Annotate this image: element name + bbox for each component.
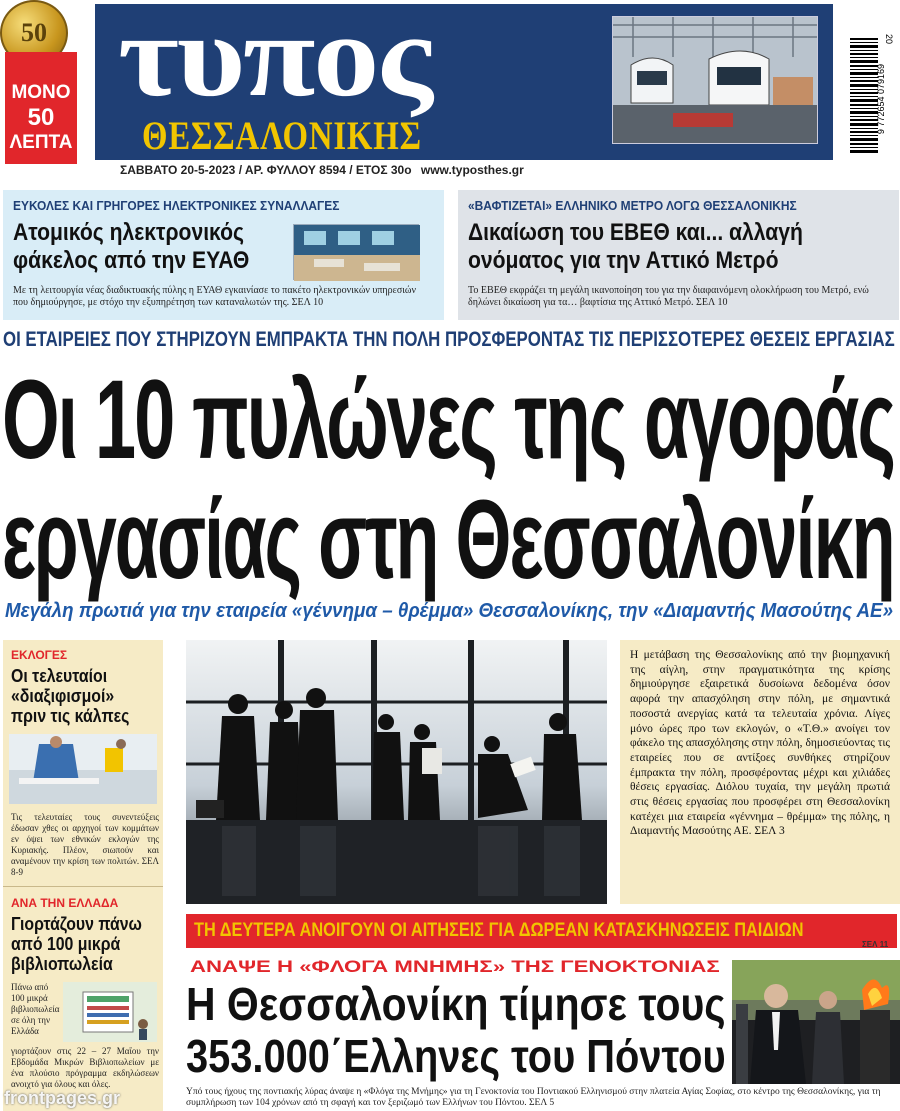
voting-photo-art bbox=[9, 734, 157, 804]
barcode bbox=[838, 4, 896, 160]
metro-train-photo[interactable] bbox=[612, 16, 818, 144]
pontus-body: Υπό τους ήχους της ποντιακής λύρας άναψε η «Φλόγα της Μνήμης» για τη Γενοκτονία του Ποντιακού Ελληνισμού στην πλατεία Αγίας Σοφίας, στο κέντρο της Θεσσαλονίκης, για τη συμπλήρωση των 104 χρόνων από τη σφαγή και τον ξεριζωμό των Ελλήνων του Πόντου. ΣΕΛ 5 bbox=[186, 1087, 881, 1108]
source-watermark: frontpages.gr bbox=[4, 1088, 121, 1108]
main-subheadline: Μεγάλη πρωτιά για την εταιρεία «γέννημα – θρέμμα» Θεσσαλονίκης, την «Διαμαντής Μασούτης ΑΕ» bbox=[5, 600, 893, 622]
price-line-1: ΜΟΝΟ bbox=[11, 82, 71, 103]
story-body-continued: γιορτάζουν στις 22 – 27 Μαΐου την Εβδομάδα Μικρών Βιβλιοπωλείων με ένα πλούσιο πρόγραμμα εκδηλώσεων ανοιχτό για όλους και όλες. bbox=[11, 1046, 159, 1089]
teaser-body: Το ΕΒΕΘ εκφράζει τη μεγάλη ικανοποίηση του για την διαφαινόμενη ολοκλήρωση του Μετρό, ενώ δηλώνει δικαίωση για τα… βαφτίσια της Αττικό Μετρό. ΣΕΛ 10 bbox=[468, 285, 869, 308]
story-bookstores[interactable] bbox=[11, 896, 161, 974]
banner-page-ref: ΣΕΛ 11 bbox=[862, 940, 889, 949]
price-line-2: 50 bbox=[27, 104, 55, 131]
dateline bbox=[120, 163, 524, 177]
camps-banner[interactable] bbox=[186, 914, 897, 948]
ceremony-photo[interactable] bbox=[732, 960, 900, 1084]
story-elections[interactable] bbox=[11, 648, 157, 726]
pontus-headline-line-2[interactable]: 353.000΄Ελληνες του Πόντου bbox=[186, 1030, 726, 1082]
story-headline-line-3: πριν τις κάλπες bbox=[11, 706, 130, 726]
newspaper-logo[interactable]: τυπος bbox=[118, 0, 431, 121]
story-headline-line-1: Οι τελευταίοι bbox=[11, 666, 108, 686]
story-headline-line-2: από 100 μικρά bbox=[11, 934, 121, 954]
office-photo-art bbox=[294, 225, 420, 281]
main-headline-line-1[interactable]: Οι 10 πυλώνες της αγοράς bbox=[2, 357, 895, 482]
column-divider bbox=[3, 886, 163, 887]
newspaper-logo-subtitle: ΘΕΣΣΑΛΟΝΙΚΗΣ bbox=[142, 113, 422, 158]
story-kicker: ΑΝΑ ΤΗΝ ΕΛΛΑΔΑ bbox=[11, 896, 119, 910]
coin-value: 50 bbox=[21, 18, 47, 47]
bookstore-photo-art bbox=[63, 982, 157, 1042]
teaser-headline-line-1: Ατομικός ηλεκτρονικός bbox=[13, 219, 245, 246]
business-photo-art bbox=[186, 640, 607, 904]
teaser-metro[interactable] bbox=[458, 190, 899, 320]
main-kicker: ΟΙ ΕΤΑΙΡΕΙΕΣ ΠΟΥ ΣΤΗΡΙΖΟΥΝ ΕΜΠΡΑΚΤΑ ΤΗΝ ΠΟΛΗ ΠΡΟΣΦΕΡΟΝΤΑΣ ΤΙΣ ΠΕΡΙΣΣΟΤΕΡΕΣ ΘΕΣΕΙΣ ΕΡΓΑΣΙΑΣ bbox=[3, 328, 895, 351]
pontus-headline-line-1[interactable]: Η Θεσσαλονίκη τίμησε τους bbox=[186, 978, 726, 1030]
bookstore-photo bbox=[63, 982, 157, 1042]
main-headline-line-2[interactable]: εργασίας στη Θεσσαλονίκη bbox=[2, 477, 894, 602]
story-body: Τις τελευταίες τους συνεντεύξεις έδωσαν χθες οι αρχηγοί των κομμάτων εν όψει των εθνικών εκλογών της Κυριακής. Πλέον, σιωπούν και αναμένουν την κρίση των πολιτών. ΣΕΛ 8-9 bbox=[11, 812, 159, 877]
left-column bbox=[3, 640, 163, 1111]
metro-photo-art bbox=[613, 17, 818, 144]
barcode-number: 9 772654 079169 bbox=[876, 64, 886, 135]
website-link[interactable]: www.typosthes.gr bbox=[420, 163, 524, 177]
price-line-3: ΛΕΠΤΑ bbox=[9, 132, 73, 153]
story-headline-line-3: βιβλιοπωλεία bbox=[11, 954, 113, 974]
barcode-art bbox=[838, 4, 896, 160]
business-people-photo[interactable] bbox=[186, 640, 607, 904]
voting-photo bbox=[9, 734, 157, 804]
barcode-issue: 20 bbox=[884, 34, 894, 45]
ceremony-photo-art bbox=[732, 960, 900, 1084]
story-body-wrapped: Πάνω από 100 μικρά βιβλιοπωλεία σε όλη την Ελλάδα bbox=[11, 982, 60, 1036]
issue-info: ΣΑΒΒΑΤΟ 20-5-2023 / ΑΡ. ΦΥΛΛΟΥ 8594 / ΕΤΟΣ 30ο bbox=[120, 163, 412, 177]
price-tag bbox=[5, 52, 77, 164]
teaser-body: Με τη λειτουργία νέας διαδικτυακής πύλης η ΕΥΑΘ εγκαινίασε το πακέτο ηλεκτρονικών υπηρεσιών που δημιούργησε, με στόχο την εξυπηρέτηση των καταναλωτών της. ΣΕΛ 10 bbox=[13, 285, 417, 308]
story-headline-line-2: «διαξιφισμοί» bbox=[11, 686, 115, 706]
teaser-headline-line-2: ονόματος για την Αττικό Μετρό bbox=[468, 247, 779, 274]
camps-banner-text: ΤΗ ΔΕΥΤΕΡΑ ΑΝΟΙΓΟΥΝ ΟΙ ΑΙΤΗΣΕΙΣ ΓΙΑ ΔΩΡΕΑΝ ΚΑΤΑΣΚΗΝΩΣΕΙΣ ΠΑΙΔΙΩΝ bbox=[194, 920, 804, 941]
story-headline-line-1: Γιορτάζουν πάνω bbox=[11, 914, 142, 934]
teaser-headline-line-1: Δικαίωση του ΕΒΕΘ και... αλλαγή bbox=[468, 219, 803, 246]
main-article-text: Η μετάβαση της Θεσσαλονίκης από την βιομηχανική της αίγλη, στην πραγματικότητα της κρίσης δημιούργησε εξαιρετικά δυσοίωνα δεδομένα όσον αφορά την απασχόληση στην πόλη, με σημαντικά ποσοστά ανεργίας κατά τα τελευταία χρόνια. Λίγες μόνο ώρες προ των εκλογών, ο «Τ.Θ.» ανοίγει τον φάκελο της απασχόλησης στην πόλη, δημοσιεύοντας τις εταιρείες που σε αντίξοες συνθήκες στηρίζουν έμπρακτα την πόλη, προσφέροντας μέχρι και χιλιάδες θέσεις εργασίας. Διόλου τυχαία, την μεγάλη πρωτιά στις θέσεις εργασίας που προσφέρει στη Θεσσαλονίκη κατέχει μια εταιρεία «γέννημα – θρέμμα» της πόλης, η Διαμαντής Μασούτης ΑΕ. ΣΕΛ 3 bbox=[620, 640, 900, 904]
teaser-headline-line-2: φάκελος από την ΕΥΑΘ bbox=[13, 247, 250, 274]
story-kicker: ΕΚΛΟΓΕΣ bbox=[11, 648, 68, 662]
office-photo bbox=[293, 224, 419, 280]
teaser-kicker: ΕΥΚΟΛΕΣ ΚΑΙ ΓΡΗΓΟΡΕΣ ΗΛΕΚΤΡΟΝΙΚΕΣ ΣΥΝΑΛΛΑΓΕΣ bbox=[13, 198, 340, 213]
teaser-eyath[interactable] bbox=[3, 190, 444, 320]
teaser-kicker: «ΒΑΦΤΙΖΕΤΑΙ» ΕΛΛΗΝΙΚΟ ΜΕΤΡΟ ΛΟΓΩ ΘΕΣΣΑΛΟΝΙΚΗΣ bbox=[468, 198, 797, 213]
pontus-kicker: ΑΝΑΨΕ Η «ΦΛΟΓΑ ΜΝΗΜΗΣ» ΤΗΣ ΓΕΝΟΚΤΟΝΙΑΣ bbox=[190, 957, 720, 976]
